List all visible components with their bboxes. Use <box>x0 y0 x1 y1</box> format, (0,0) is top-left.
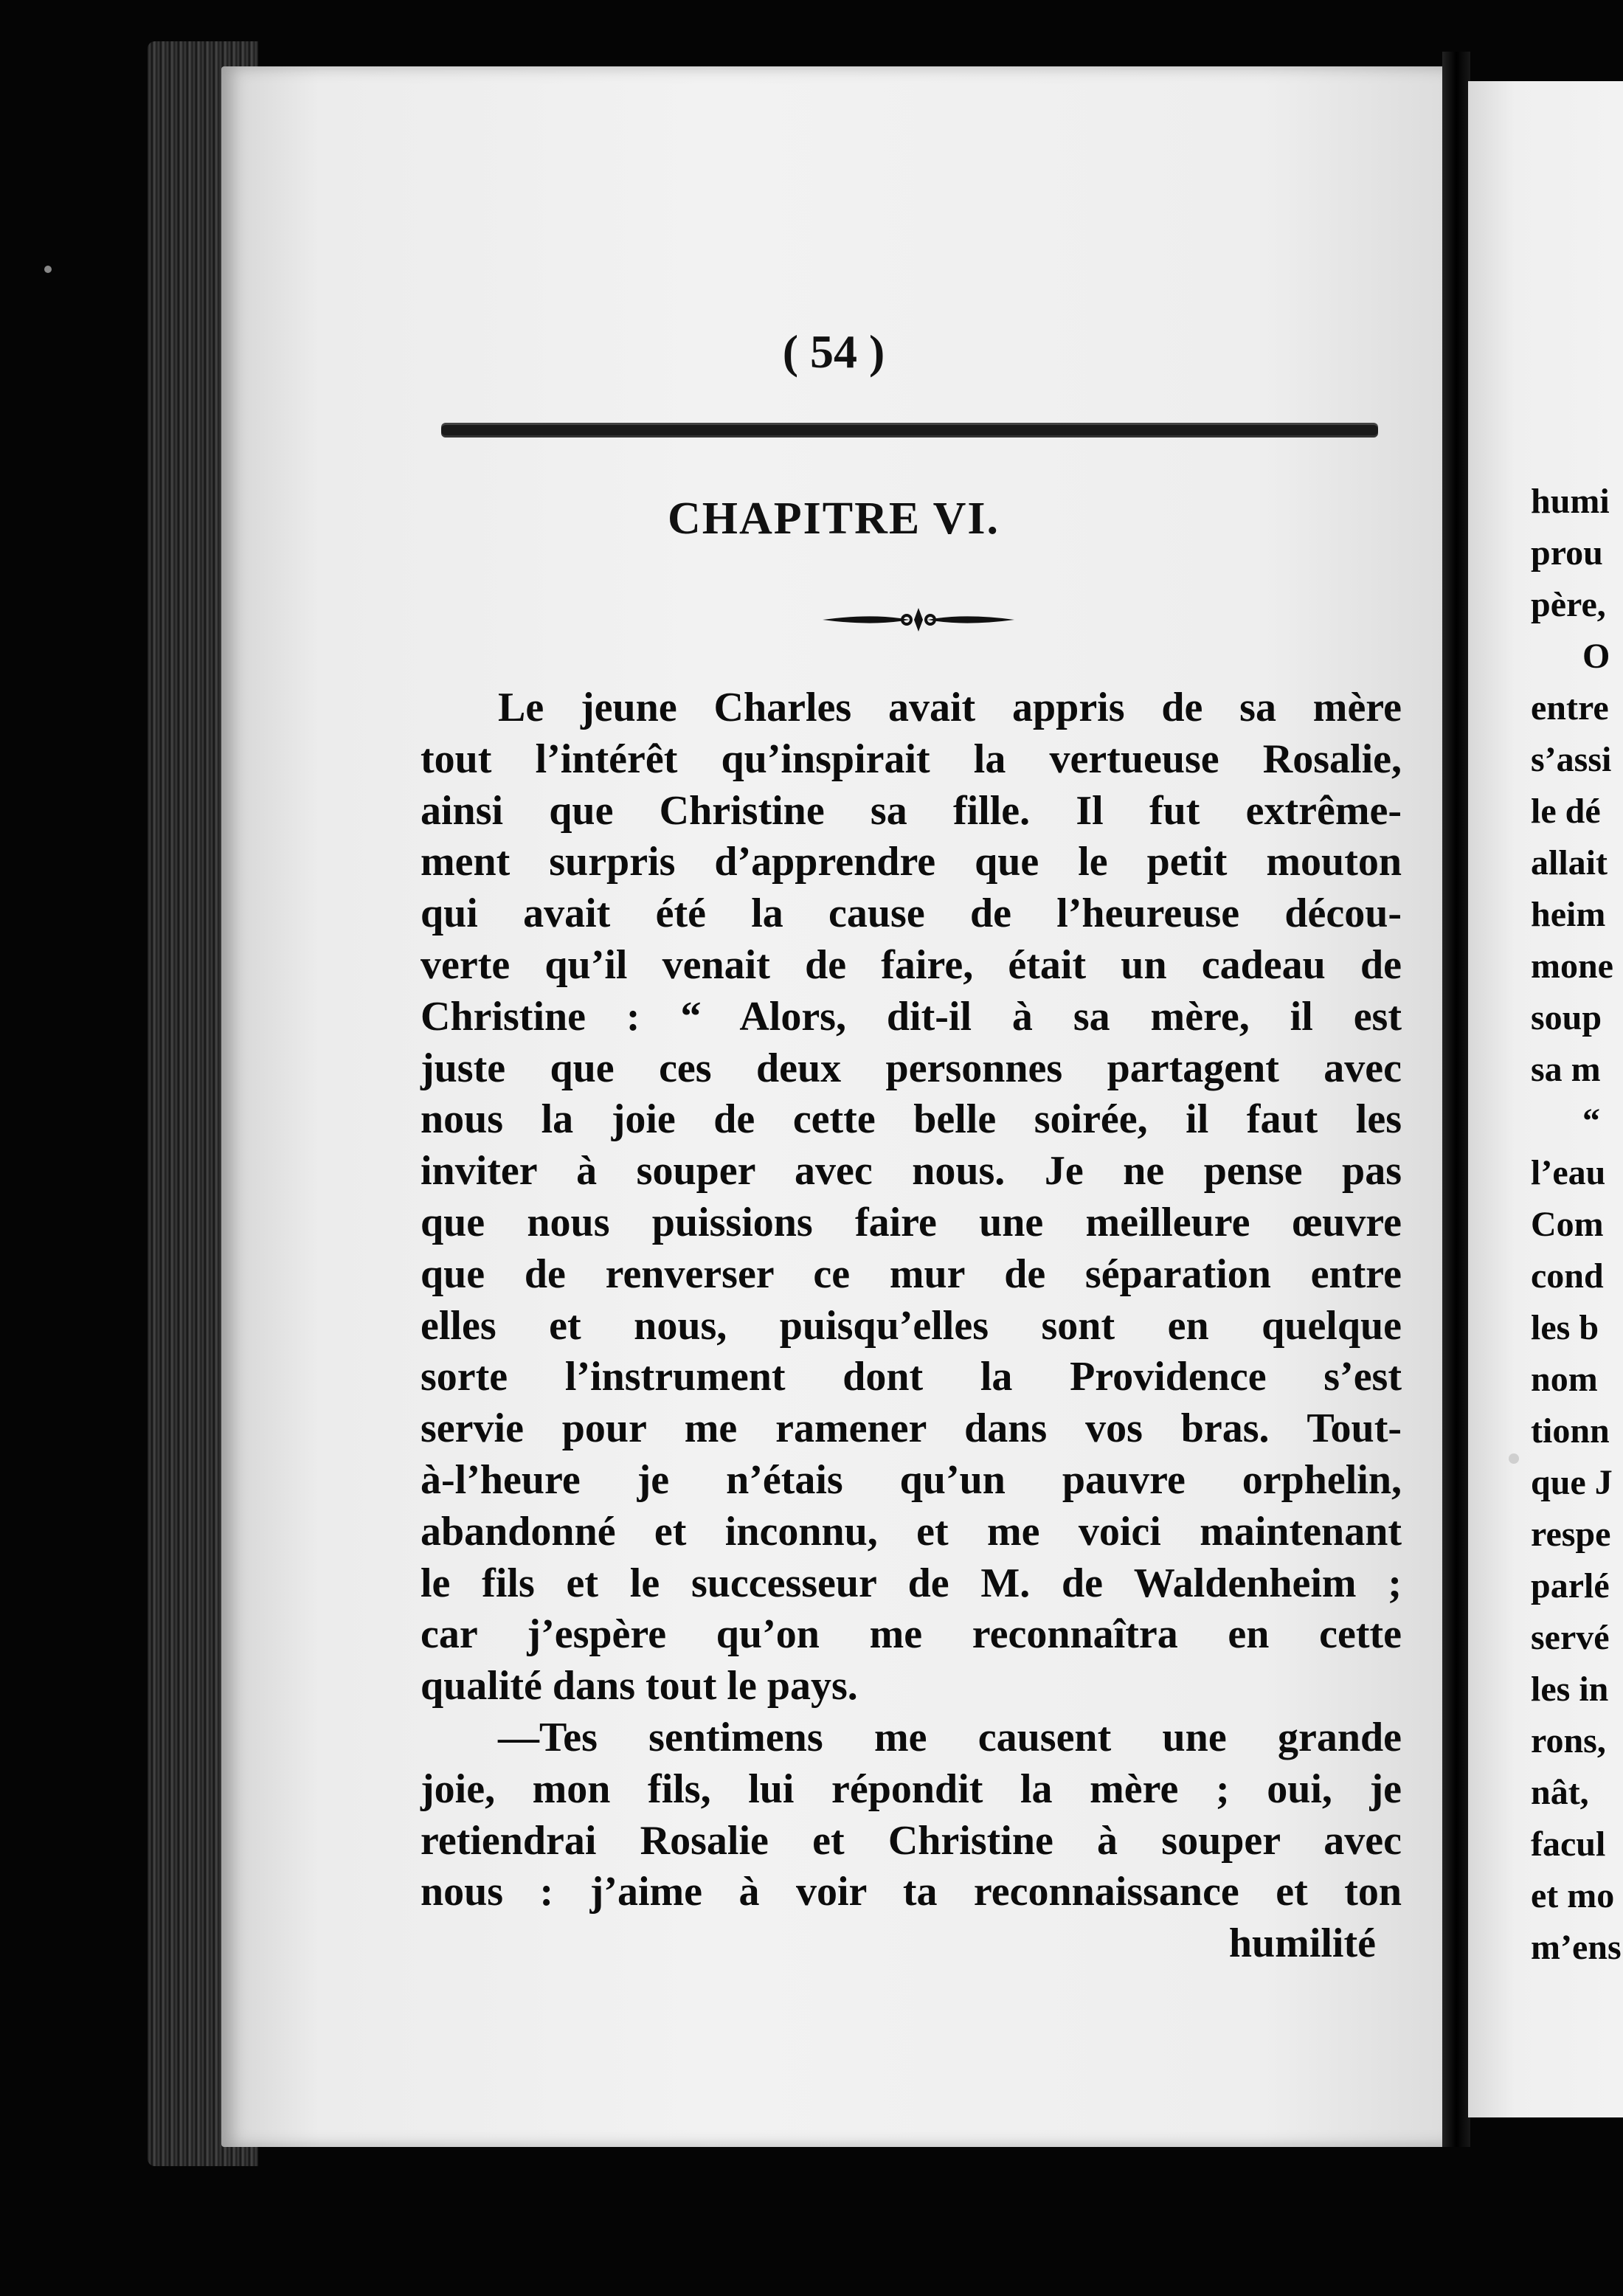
text-line: elles et nous, puisqu’elles sont en quelque <box>421 1302 1402 1349</box>
facing-line-fragment: nât, <box>1531 1773 1589 1812</box>
paper-speck <box>1509 1453 1519 1464</box>
facing-line-fragment: s’assi <box>1531 740 1612 779</box>
text-line: inviter à souper avec nous. Je ne pense pas <box>421 1148 1402 1194</box>
text-line: à-l’heure je n’étais qu’un pauvre orphelin, <box>421 1456 1402 1503</box>
facing-line-fragment: que J <box>1531 1463 1613 1502</box>
facing-line-fragment: m’ens <box>1531 1928 1622 1967</box>
text-line: joie, mon fils, lui répondit la mère ; oui, je <box>421 1766 1402 1812</box>
text-line: Le jeune Charles avait appris de sa mère <box>498 685 1402 730</box>
facing-line-fragment: humi <box>1531 482 1610 521</box>
text-line: que de renverser ce mur de séparation entre <box>421 1251 1402 1297</box>
text-line: verte qu’il venait de faire, était un cadeau de <box>421 941 1402 988</box>
text-line: juste que ces deux personnes partagent avec <box>421 1045 1402 1091</box>
facing-page <box>1468 81 1623 2117</box>
facing-line-fragment: rons, <box>1531 1721 1606 1760</box>
page-number: ( 54 ) <box>782 325 885 378</box>
header-rule <box>441 425 1378 435</box>
scan-speck <box>44 266 52 273</box>
text-line: nous la joie de cette belle soirée, il faut les <box>421 1096 1402 1143</box>
text-line: —Tes sentimens me causent une grande <box>498 1714 1402 1760</box>
text-line: Christine : “ Alors, dit-il à sa mère, il est <box>421 993 1402 1040</box>
text-line: ainsi que Christine sa fille. Il fut extrême- <box>421 787 1402 834</box>
facing-line-fragment: prou <box>1531 533 1603 573</box>
text-line: abandonné et inconnu, et me voici maintenant <box>421 1508 1402 1555</box>
facing-line-fragment: l’eau <box>1531 1153 1606 1192</box>
facing-line-fragment: Com <box>1531 1205 1604 1244</box>
facing-line-fragment: heim <box>1531 895 1606 934</box>
facing-line-fragment: “ <box>1582 1102 1600 1141</box>
facing-line-fragment: soup <box>1531 998 1602 1037</box>
facing-line-fragment: entre <box>1531 688 1609 727</box>
facing-line-fragment: respe <box>1531 1515 1611 1554</box>
text-line: qualité dans tout le pays. <box>421 1663 858 1709</box>
facing-line-fragment: et mo <box>1531 1876 1615 1915</box>
facing-line-fragment: les in <box>1531 1670 1609 1709</box>
chapter-body-text <box>421 682 1402 1970</box>
facing-line-fragment: les b <box>1531 1308 1599 1347</box>
fleuron-ornament-icon <box>823 605 1014 634</box>
text-line: qui avait été la cause de l’heureuse décou- <box>421 891 1402 937</box>
text-line: que nous puissions faire une meilleure œuvre <box>421 1199 1402 1245</box>
facing-line-fragment: père, <box>1531 585 1606 624</box>
text-line: sorte l’instrument dont la Providence s’est <box>421 1354 1402 1400</box>
facing-line-fragment: servé <box>1531 1618 1610 1657</box>
text-line: ment surpris d’apprendre que le petit mouton <box>421 839 1402 885</box>
facing-line-fragment: cond <box>1531 1256 1604 1296</box>
text-line: car j’espère qu’on me reconnaîtra en cette <box>421 1611 1402 1658</box>
facing-line-fragment: facul <box>1531 1825 1606 1864</box>
text-line: nous : j’aime à voir ta reconnaissance et ton <box>421 1869 1402 1915</box>
facing-page-text <box>1531 476 1623 1974</box>
text-line: tout l’intérêt qu’inspirait la vertueuse Rosalie, <box>421 736 1402 782</box>
book-gutter <box>1442 52 1470 2147</box>
text-line: servie pour me ramener dans vos bras. Tout- <box>421 1405 1402 1452</box>
facing-line-fragment: le dé <box>1531 792 1601 831</box>
facing-line-fragment: O <box>1582 637 1610 676</box>
facing-line-fragment: mone <box>1531 947 1613 986</box>
facing-line-fragment: allait <box>1531 843 1608 882</box>
facing-line-fragment: tionn <box>1531 1411 1610 1450</box>
facing-line-fragment: parlé <box>1531 1566 1610 1605</box>
facing-line-fragment: sa m <box>1531 1050 1601 1089</box>
chapter-title: CHAPITRE VI. <box>667 494 1000 544</box>
facing-line-fragment: nom <box>1531 1360 1598 1399</box>
text-line: le fils et le successeur de M. de Waldenheim ; <box>421 1560 1402 1606</box>
text-line: retiendrai Rosalie et Christine à souper avec <box>421 1817 1402 1864</box>
catchword: humilité <box>1228 1920 1376 1967</box>
